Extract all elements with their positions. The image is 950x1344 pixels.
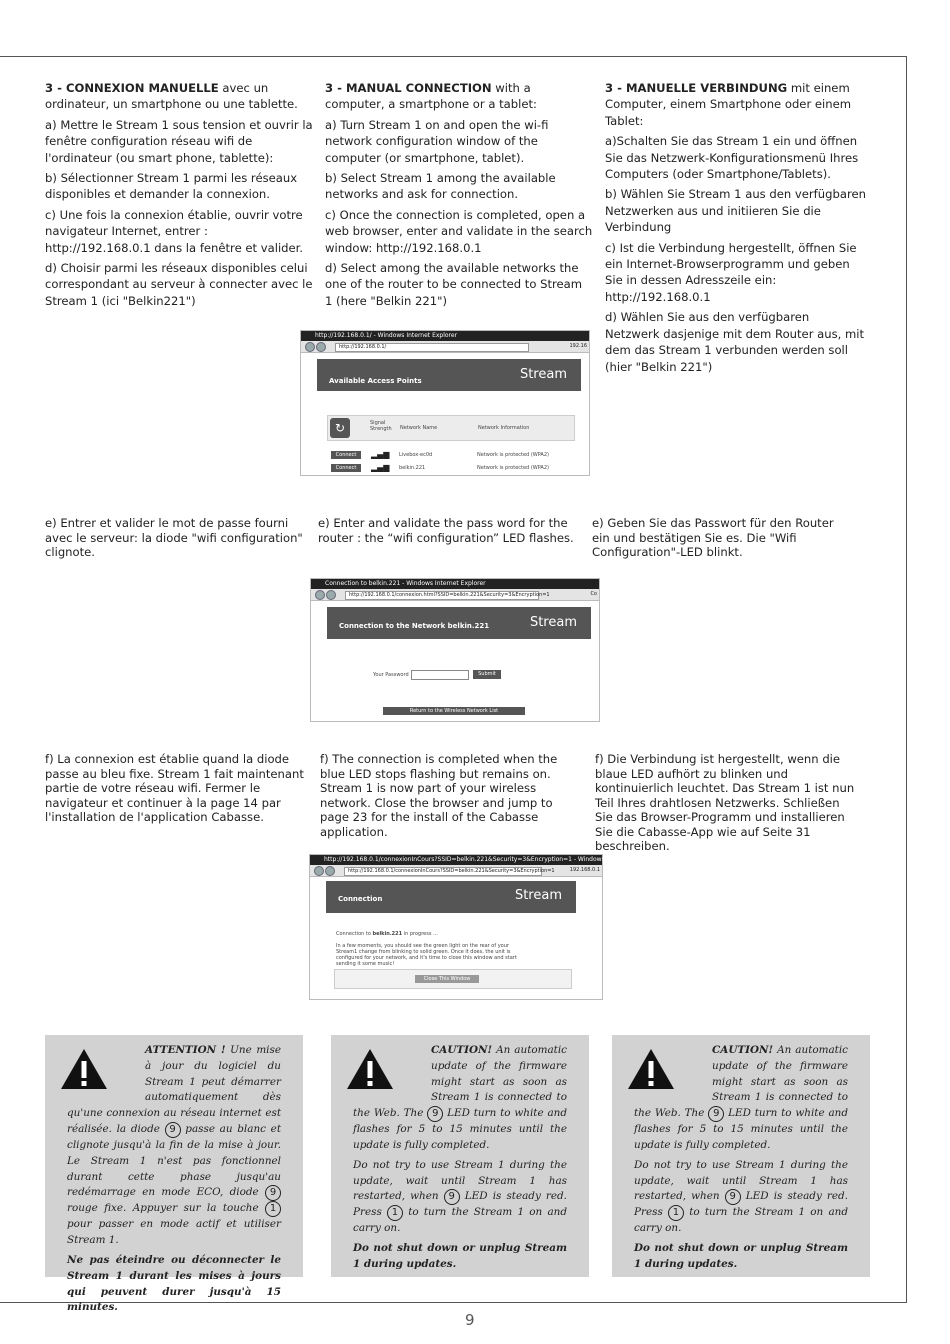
connect-button[interactable]: Connect	[331, 464, 361, 472]
step-b-en: b) Select Stream 1 among the available networks and ask for connection.	[325, 171, 556, 202]
progress-text	[336, 931, 556, 937]
page-banner	[317, 359, 581, 391]
warning-text: passe au blanc et clignote jusqu'à la fin de la mise à jour. Le Stream 1 n'est pas fonctionnel durant cette phase jusqu'au redémarrage en mode ECO, diode	[67, 1122, 282, 1199]
password-input[interactable]	[411, 670, 469, 680]
warning-box-fr	[45, 1035, 303, 1314]
screenshot-connection	[309, 854, 658, 1000]
warning-text: to turn the Stream 1 on and carry on.	[353, 1206, 567, 1235]
warning-text: to turn the Stream 1 on and carry on.	[634, 1206, 848, 1235]
forward-icon[interactable]	[326, 590, 336, 600]
address-bar	[311, 589, 599, 601]
signal-icon: ▂▄▆	[371, 450, 390, 459]
step-b-de: b) Wählen Sie Stream 1 aus den verfügbaren Netzwerken aus und initiieren Sie die Verbindung	[605, 187, 866, 235]
column-english	[325, 80, 593, 313]
brand-logo: Stream	[514, 888, 562, 903]
window-titlebar: http://192.168.0.1/ - Windows Internet Explorer	[301, 331, 589, 341]
warning-bold-text: Do not shut down or unplug Stream 1 during updates.	[353, 1242, 567, 1270]
column-french	[45, 80, 313, 313]
warning-box-en	[331, 1035, 589, 1277]
password-label: Your Password	[373, 672, 409, 678]
warning-text: Une mise à jour du logiciel du Stream 1 peut démarrer automatiquement dès qu'une connexion au réseau internet est réalisée. la diode	[67, 1044, 281, 1135]
brand-logo: Stream	[519, 367, 567, 382]
led-9-icon: 9	[444, 1189, 460, 1205]
page-banner	[326, 881, 576, 913]
address-bar	[301, 341, 589, 353]
step-f-de: f) Die Verbindung ist hergestellt, wenn die blaue LED aufhört zu blinken und kontinuierlich leuchtet. Das Stream 1 ist nun Teil Ihres drahtlosen Netzwerks. Schließen Sie das Browser-Programm und installieren Sie die Cabasse-App wie auf Seite 31 beschreiben.	[595, 752, 855, 853]
button-1-icon: 1	[387, 1205, 403, 1221]
col-signal: Signal Strength	[370, 420, 392, 432]
brand-logo: Stream	[529, 615, 577, 630]
led-9-icon: 9	[427, 1106, 443, 1122]
warning-text: pour passer en mode actif et utiliser Stream 1.	[67, 1218, 281, 1247]
col-name: Network Name	[400, 425, 438, 431]
screenshot-password	[310, 578, 600, 722]
col-info: Network Information	[478, 425, 530, 431]
step-e-fr: e) Entrer et valider le mot de passe fourni avec le serveur: la diode "wifi configuration" clignote.	[45, 516, 303, 559]
progress-suffix: in progress ...	[402, 931, 438, 937]
window-titlebar: http://192.168.0.1/connexionInCours?SSID=belkin.221&Security=3&Encryption=1 - Windows Internet Explorer	[310, 855, 602, 865]
step-a-fr: a) Mettre le Stream 1 sous tension et ouvrir la fenêtre configuration réseau wifi de l'ordinateur (ou smart phone, tablette):	[45, 117, 313, 165]
signal-icon: ▂▄▆	[371, 463, 390, 472]
heading-de-rest: mit einem Computer, einem Smartphone oder einem Tablet:	[605, 81, 852, 128]
warning-text-en	[353, 1043, 567, 1277]
step-c-fr: c) Une fois la connexion établie, ouvrir votre navigateur Internet, entrer : http://192.168.0.1 dans la fenêtre et valider.	[45, 207, 304, 255]
warning-text: LED turn to white and flashes for 5 to 15 minutes until the update is fully completed.	[634, 1107, 848, 1151]
step-b-fr: b) Sélectionner Stream 1 parmi les réseaux disponibles et demander la connexion.	[45, 171, 298, 202]
warning-text: Do not try to use Stream 1 during the update, wait until Stream 1 has restarted, when	[634, 1158, 848, 1203]
column-german	[605, 80, 867, 379]
warning-bold-text: Ne pas éteindre ou déconnecter le Stream 1 durant les mises à jours qui peuvent durer jusqu'à 15 minutes.	[67, 1253, 281, 1314]
return-button[interactable]: Return to the Wireless Network List	[383, 707, 525, 715]
led-9-icon: 9	[265, 1185, 281, 1201]
warning-text: An automatic update of the firmware might start as soon as Stream 1 is connected to the Web. The	[353, 1044, 567, 1120]
connect-button[interactable]: Connect	[331, 451, 361, 459]
step-d-fr: d) Choisir parmi les réseaux disponibles celui correspondant au serveur à connecter avec le Stream 1 (ici "Belkin221")	[45, 261, 313, 308]
step-c-de: c) Ist die Verbindung hergestellt, öffnen Sie ein Internet-Browserprogramm und geben Sie in dessen Adresszeile ein: http://192.168.0.1	[605, 240, 857, 304]
heading-en: 3 - MANUAL CONNECTION	[325, 81, 492, 95]
heading-de: 3 - MANUELLE VERBINDUNG	[605, 81, 788, 95]
back-icon[interactable]	[305, 342, 315, 352]
tab-label: Co	[590, 591, 597, 597]
banner-title: Available Access Points	[329, 377, 422, 385]
url-field[interactable]: http://192.168.0.1/connexionInCours?SSID=belkin.221&Security=3&Encryption=1	[344, 867, 542, 876]
submit-button[interactable]: Submit	[473, 670, 501, 679]
address-bar	[310, 865, 602, 877]
tab-label: 192.168.0.1	[569, 867, 600, 873]
refresh-icon[interactable]: ↻	[330, 418, 350, 438]
warning-text-en-2	[634, 1043, 848, 1277]
back-icon[interactable]	[314, 866, 324, 876]
close-window-button[interactable]: Close This Window	[415, 975, 479, 983]
warning-text: Do not try to use Stream 1 during the update, wait until Stream 1 has restarted, when	[353, 1158, 567, 1203]
warning-title: CAUTION!	[431, 1044, 493, 1056]
heading-en-rest: with a computer, a smartphone or a tablet:	[325, 81, 537, 112]
warning-box-en-2	[612, 1035, 870, 1277]
button-1-icon: 1	[668, 1205, 684, 1221]
step-f-en: f) The connection is completed when the blue LED stops flashing but remains on. Stream 1 is now part of your wireless network. Close the browser and jump to page 23 for the install of the Cabasse application.	[320, 752, 558, 839]
progress-prefix: Connection to	[336, 931, 373, 937]
network-name: Livebox-ec0d	[399, 452, 433, 458]
step-c-en: c) Once the connection is completed, open a web browser, enter and validate in the search window: http://192.168.0.1	[325, 207, 593, 255]
banner-title: Connection	[338, 895, 383, 903]
progress-message: In a few moments, you should see the green light on the rear of your Stream1 change from blinking to solid green. Once it does, the unit is configured for your network, and it's time to close this window and start sending it some music!	[336, 943, 517, 967]
page-number: 9	[465, 1311, 475, 1329]
warning-text: An automatic update of the firmware might start as soon as Stream 1 is connected to the Web. The	[634, 1044, 848, 1120]
network-name: belkin.221	[399, 465, 426, 471]
step-a-en: a) Turn Stream 1 on and open the wi-fi network configuration window of the computer (or smartphone, tablet).	[325, 117, 549, 165]
progress-network: belkin.221	[372, 931, 403, 937]
table-row	[331, 464, 577, 473]
table-header	[327, 415, 575, 441]
heading-fr-rest: avec un ordinateur, un smartphone ou une tablette.	[45, 81, 298, 112]
network-info: Network is protected (WPA2)	[477, 465, 549, 471]
warning-text-fr	[67, 1043, 281, 1320]
led-9-icon: 9	[725, 1189, 741, 1205]
url-field[interactable]: http://192.168.0.1/connexion.html?SSID=belkin.221&Security=3&Encryption=1	[345, 591, 539, 600]
step-a-de: a)Schalten Sie das Stream 1 ein und öffnen Sie das Netzwerk-Konfigurationsmenü Ihres Computers (oder Smartphone/Tablets).	[605, 134, 859, 182]
button-panel	[334, 969, 572, 989]
forward-icon[interactable]	[325, 866, 335, 876]
warning-text: LED is steady red. Press	[634, 1190, 848, 1219]
step-e-de: e) Geben Sie das Passwort für den Router ein und bestätigen Sie es. Die "Wifi Configuration"-LED blinkt.	[592, 516, 834, 559]
table-row	[331, 451, 577, 460]
forward-icon[interactable]	[316, 342, 326, 352]
warning-title: ATTENTION !	[145, 1044, 226, 1056]
button-1-icon: 1	[265, 1201, 281, 1217]
window-titlebar: Connection to belkin.221 - Windows Internet Explorer	[311, 579, 599, 589]
back-icon[interactable]	[315, 590, 325, 600]
heading-fr: 3 - CONNEXION MANUELLE	[45, 81, 219, 95]
step-d-en: d) Select among the available networks the one of the router to be connected to Stream 1 (here "Belkin 221")	[325, 261, 583, 308]
led-9-icon: 9	[708, 1106, 724, 1122]
step-d-de: d) Wählen Sie aus den verfügbaren Netzwerk dasjenige mit dem Router aus, mit dem das Stream 1 verbunden werden soll (hier "Belkin 221")	[605, 310, 865, 374]
warning-title: CAUTION!	[712, 1044, 774, 1056]
step-e-en: e) Enter and validate the pass word for the router : the “wifi configuration” LED flashes.	[318, 516, 574, 545]
screenshot-access-points	[300, 330, 590, 476]
url-field[interactable]: http://192.168.0.1/	[335, 343, 529, 352]
page-banner	[327, 607, 591, 639]
warning-text: rouge fixe. Appuyer sur la touche	[67, 1202, 265, 1215]
tab-label: 192.16	[569, 343, 587, 349]
warning-bold-text: Do not shut down or unplug Stream 1 during updates.	[634, 1242, 848, 1270]
step-f-fr: f) La connexion est établie quand la diode passe au bleu fixe. Stream 1 fait maintenant partie de votre réseau wifi. Fermer le navigateur et continuer à la page 14 par l'installation de l'application Cabasse.	[45, 752, 304, 824]
warning-text: LED turn to white and flashes for 5 to 15 minutes until the update is fully completed.	[353, 1107, 567, 1151]
warning-text: LED is steady red. Press	[353, 1190, 567, 1219]
banner-title: Connection to the Network belkin.221	[339, 622, 490, 630]
led-9-icon: 9	[165, 1122, 181, 1138]
network-info: Network is protected (WPA2)	[477, 452, 549, 458]
